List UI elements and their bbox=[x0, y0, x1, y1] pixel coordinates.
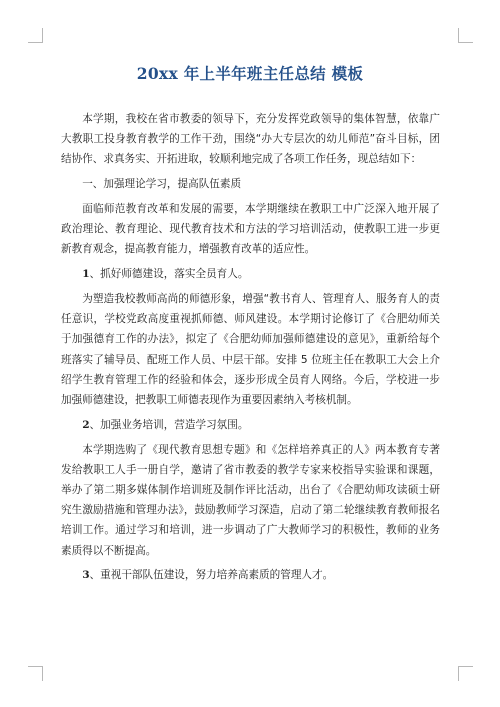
body-paragraph: 为塑造我校教师高尚的师德形象，增强“教书育人、管理育人、服务育人的责任意识，学校党政高度重视抓师德、师风建设。本学期讨论修订了《合肥幼师关于加强德育工作的办法》，拟定了《合肥幼师加强师德建设的意见》，重新给每个班落实了辅导员、配班工作人员、中层干部。安排 5 位班主任在教职工大会上介绍学生教育管理工作的经验和体会，逐步形成全员育人网络。今后，学校进一步加强师德建设，把教职工师德表现作为重要因素纳入考核机制。 bbox=[61, 293, 440, 407]
document-title: 20xx 年上半年班主任总结 模板 bbox=[136, 64, 364, 83]
subsection-number: 3 bbox=[82, 569, 90, 582]
subsection-title: 、抓好师德建设，落实全员育人。 bbox=[89, 268, 249, 281]
crop-mark-bottom-right bbox=[458, 666, 473, 681]
subsection-heading bbox=[61, 264, 440, 284]
crop-mark-bottom-left bbox=[28, 666, 43, 681]
intro-paragraph: 本学期，我校在省市教委的领导下，充分发挥党政领导的集体智慧，依靠广大教职工投身教育教学的工作干劲，围绕“办大专层次的幼儿师范”奋斗目标，团结协作、求真务实、开拓进取，较顺利地完成了各项工作任务，现总结如下： bbox=[61, 113, 440, 166]
crop-mark-top-right bbox=[458, 28, 473, 43]
section-heading: 一、加强理论学习，提高队伍素质 bbox=[82, 178, 242, 191]
subsection-number: 1 bbox=[82, 268, 90, 281]
subsection-title: 、加强业务培训，营造学习氛围。 bbox=[89, 418, 249, 431]
subsection-title: 、重视干部队伍建设，努力培养高素质的管理人才。 bbox=[89, 569, 334, 582]
body-paragraph: 面临师范教育改革和发展的需要，本学期继续在教职工中广泛深入地开展了政治理论、教育理论、现代教育技术和方法的学习培训活动，使教职工进一步更新教育观念，提高教育能力，增强教育改革的适应性。 bbox=[61, 203, 440, 256]
crop-mark-top-left bbox=[28, 28, 43, 43]
subsection-heading bbox=[61, 565, 440, 585]
subsection-number: 2 bbox=[82, 418, 90, 431]
body-paragraph: 本学期选购了《现代教育思想专题》和《怎样培养真正的人》两本教育专著发给教职工人手一册自学，邀请了省市教委的教学专家来校指导实验课和课题，举办了第二期多媒体制作培训班及制作评比活动，出台了《合肥幼师攻读硕士研究生激励措施和管理办法》，鼓励教师学习深造，启动了第二轮继续教育教师报名培训工作。通过学习和培训，进一步调动了广大教师学习的积极性，教师的业务素质得以不断提高。 bbox=[61, 443, 440, 557]
subsection-heading bbox=[61, 415, 440, 435]
document-body bbox=[61, 109, 440, 590]
